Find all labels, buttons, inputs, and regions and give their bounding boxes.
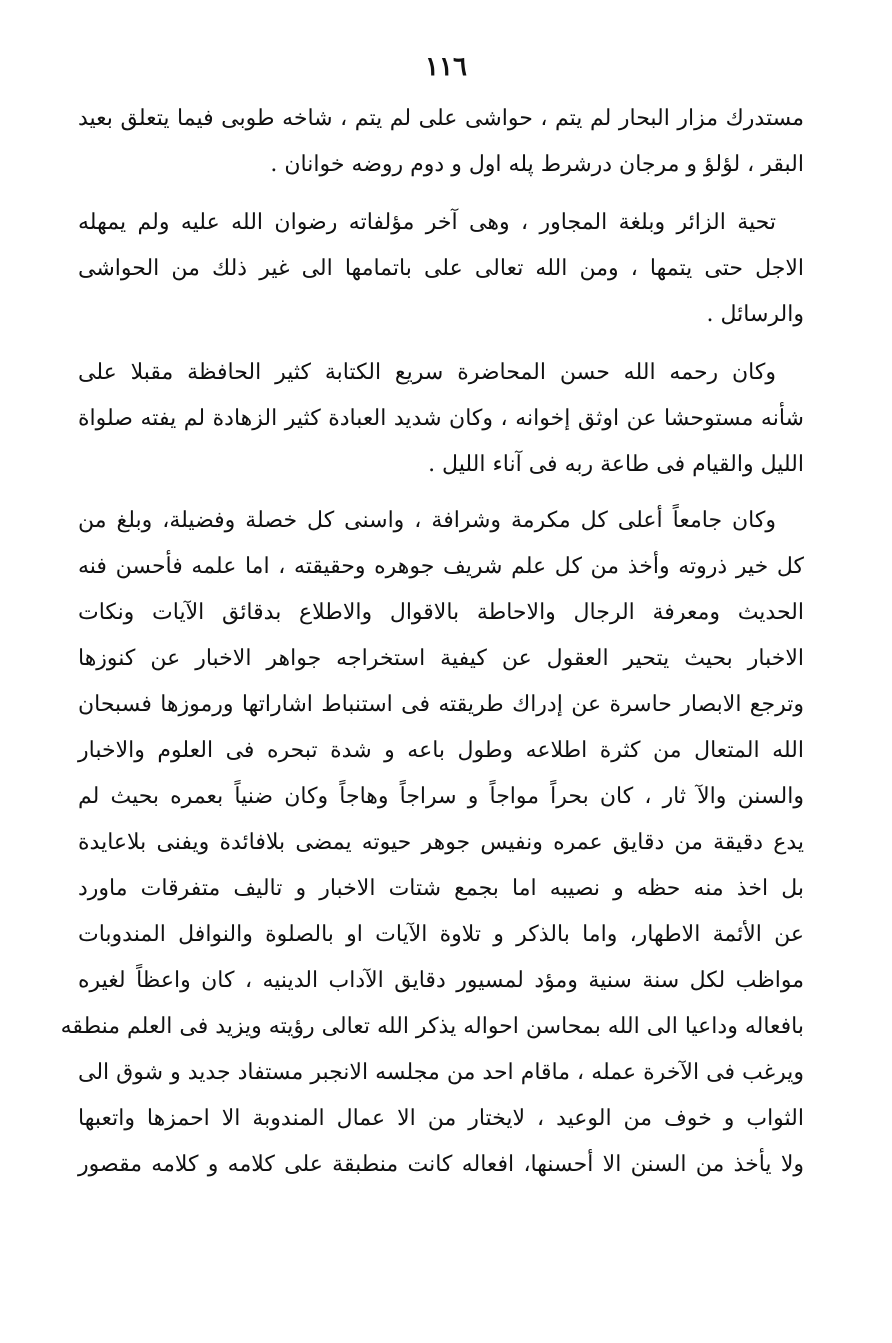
page-number: ١١٦	[425, 52, 467, 82]
text-line: مستدرك مزار البحار لم يتم ، حواشى على لم يتم ، شاخه طوبى فيما يتعلق بعيد	[78, 106, 804, 131]
paragraph-1	[78, 96, 804, 188]
text-line: الاجل حتى يتمها ، ومن الله تعالى على باتمامها الى غير ذلك من الحواشى	[78, 256, 804, 281]
text-line: ولا يأخذ من السنن الا أحسنها، افعاله كانت منطبقة على كلامه و كلامه مقصور	[78, 1152, 804, 1177]
text-line: كل خير ذروته وأخذ من كل علم شريف جوهره وحقيقته ، اما علمه فأحسن فنه	[78, 554, 804, 579]
text-line: ويرغب فى الآخرة عمله ، ماقام احد من مجلسه الانجبر مستفاد جديد و شوق الى	[78, 1060, 804, 1085]
paragraph-3	[78, 350, 804, 488]
text-line: بافعاله وداعيا الى الله بمحاسن احواله يذكر الله تعالى رؤيته ويزيد فى العلم منطقه	[60, 1014, 804, 1039]
text-line: الاخبار بحيث يتحير العقول عن كيفية استخراجه جواهر الاخبار عن كنوزها	[78, 646, 804, 671]
text-line: تحية الزائر وبلغة المجاور ، وهى آخر مؤلفاته رضوان الله عليه ولم يمهله	[78, 210, 776, 235]
text-line: والسنن والآ ثار ، كان بحراً مواجاً و سراجاً وهاجاً وكان ضنياً بعمره بحيث لم	[78, 784, 804, 809]
text-line: الثواب و خوف من الوعيد ، لايختار من الا عمال المندوبة الا احمزها واتعبها	[78, 1106, 804, 1131]
text-line: عن الأئمة الاطهار، واما بالذكر و تلاوة الآيات او بالصلوة والنوافل المندوبات	[78, 922, 804, 947]
text-line: الله المتعال من كثرة اطلاعه وطول باعه و شدة تبحره فى العلوم والاخبار	[78, 738, 804, 763]
paragraph-2	[78, 200, 804, 338]
text-line: وكان جامعاً أعلى كل مكرمة وشرافة ، واسنى كل خصلة وفضيلة، وبلغ من	[78, 508, 776, 533]
text-line: وترجع الابصار حاسرة عن إدراك طريقته فى استنباط اشاراتها ورموزها فسبحان	[78, 692, 804, 717]
text-line: شأنه مستوحشا عن اوثق إخوانه ، وكان شديد العبادة كثير الزهادة لم يفته صلواة	[78, 406, 804, 431]
text-line: مواظب لكل سنة سنية ومؤد لمسيور دقايق الآداب الدينيه ، كان واعظاً لغيره	[78, 968, 804, 993]
text-line: الحديث ومعرفة الرجال والاحاطة بالاقوال والاطلاع بدقائق الآيات ونكات	[78, 600, 804, 625]
text-line: الليل والقيام فى طاعة ربه فى آناء الليل .	[428, 452, 804, 477]
text-line: يدع دقيقة من دقايق عمره ونفيس جوهر حيوته يمضى بلافائدة ويفنى بلاعايدة	[78, 830, 804, 855]
text-line: بل اخذ منه حظه و نصيبه اما بجمع شتات الاخبار و تاليف متفرقات ماورد	[78, 876, 804, 901]
paragraph-4	[60, 498, 804, 1188]
text-line: وكان رحمه الله حسن المحاضرة سريع الكتابة كثير الحافظة مقبلا على	[78, 360, 776, 385]
text-line: البقر ، لؤلؤ و مرجان درشرط پله اول و دوم روضه خوانان .	[270, 152, 804, 177]
text-line: والرسائل .	[706, 302, 804, 327]
